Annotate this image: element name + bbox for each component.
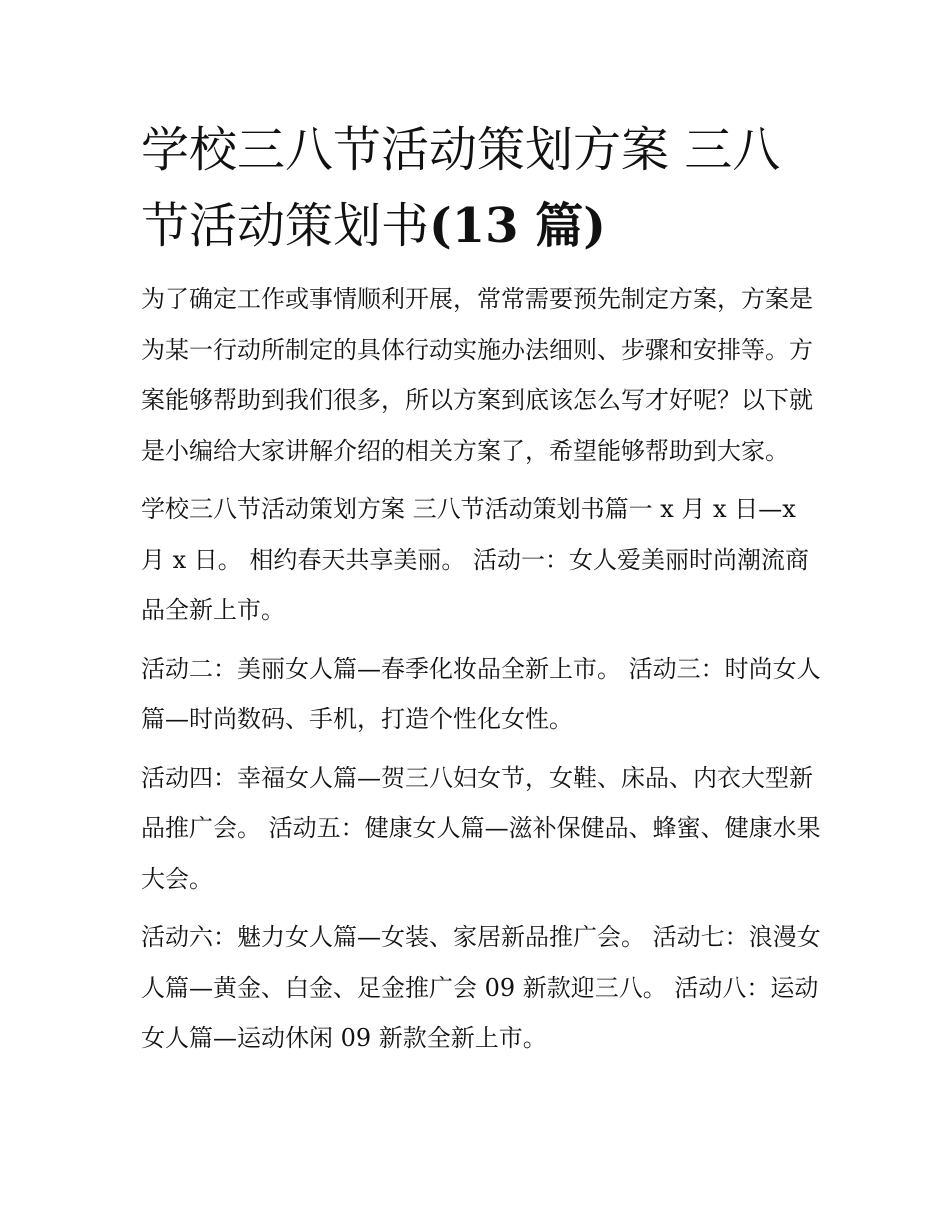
title-suffix: (13 篇) [429,198,606,254]
paragraph-activity-6-8: 活动六：魅力女人篇—女装、家居新品推广会。 活动七：浪漫女人篇—黄金、白金、足金推广会 09 新款迎三八。 活动八：运动女人篇—运动休闲 09 新款全新上市。 [141,923,821,1052]
document-page [141,112,821,1064]
paragraph-activity-4-5: 活动四：幸福女人篇—贺三八妇女节，女鞋、床品、内衣大型新品推广会。 活动五：健康女人篇—滋补保健品、蜂蜜、健康水果大会。 [141,763,821,893]
document-title [141,112,821,264]
paragraph-intro: 为了确定工作或事情顺利开展，常常需要预先制定方案，方案是为某一行动所制定的具体行动实施办法细则、步骤和安排等。方案能够帮助到我们很多，所以方案到底该怎么写才好呢？以下就是小编给大家讲解介绍的相关方案了，希望能够帮助到大家。 [141,285,813,465]
paragraph-activity-2-3: 活动二：美丽女人篇—春季化妆品全新上市。 活动三：时尚女人篇—时尚数码、手机，打造个性化女性。 [141,654,821,733]
title-main: 学校三八节活动策划方案 三八节活动策划书 [141,122,781,254]
paragraph-activity-1: 学校三八节活动策划方案 三八节活动策划书篇一 x 月 x 日—x 月 x 日。 相约春天共享美丽。 活动一：女人爱美丽时尚潮流商品全新上市。 [141,495,810,624]
